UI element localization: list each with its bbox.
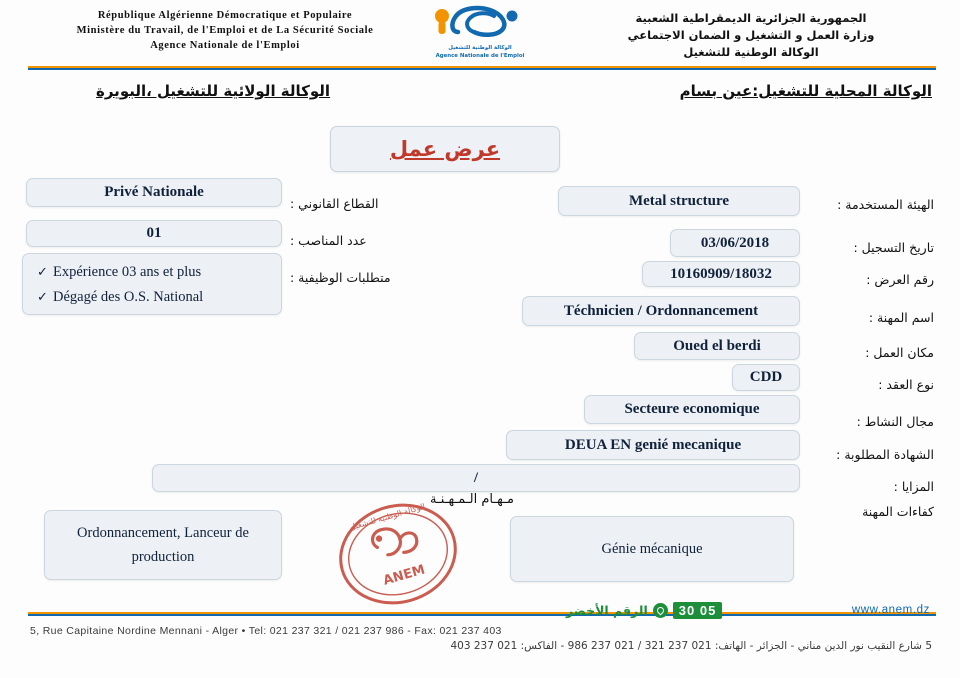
label-registration-date: تاريخ التسجيل : (853, 240, 934, 255)
green-number-value: 30 05 (673, 602, 723, 619)
phone-icon (653, 603, 668, 618)
field-advantages (152, 464, 800, 492)
header-french-text (30, 8, 420, 53)
requirement-item-label: Expérience 03 ans et plus (53, 264, 202, 280)
field-work-place-value: Oued el berdi (673, 337, 761, 354)
document-header (0, 0, 960, 68)
green-number-block (566, 602, 722, 619)
logo-caption-ar: الوكالة الوطنية للتشغيل (448, 45, 512, 51)
stamp-circle-text: الوكالة الوطنية للتشغيل (348, 501, 427, 533)
field-employer-value: Metal structure (628, 192, 730, 209)
header-fr-line-3: Agence Nationale de l'Emploi (150, 40, 300, 51)
field-employer (558, 186, 800, 216)
page-title: عرض عمل (389, 137, 501, 161)
field-offer-number-value: 10160909/18032 (670, 265, 772, 282)
label-work-place: مكان العمل : (865, 345, 934, 360)
field-offer-number (642, 261, 800, 287)
label-offer-number: رقم العرض : (866, 272, 934, 287)
field-contract-type (732, 364, 800, 391)
requirement-item-label: Dégagé des O.S. National (53, 289, 204, 305)
field-legal-sector (26, 178, 282, 207)
field-mission-left-value: Ordonnancement, Lanceur de production (77, 525, 249, 565)
field-required-diploma-value: DEUA EN genié mecanique (564, 436, 742, 453)
header-fr-line-2: Ministère du Travail, de l'Emploi et de La Sécurité Sociale (76, 25, 374, 36)
check-icon: ✓ (37, 290, 48, 305)
field-mission-right (510, 516, 794, 582)
header-fr-line-1: République Algérienne Démocratique et Populaire (97, 10, 353, 21)
field-work-place (634, 332, 800, 360)
header-ar-line-1: الجمهورية الجزائرية الديمقراطية الشعبية (635, 11, 867, 25)
check-icon: ✓ (37, 265, 48, 280)
local-agency-label: الوكالة المحلية للتشغيل:عين بسام (679, 82, 932, 100)
field-mission-right-value: Génie mécanique (601, 541, 703, 557)
field-activity-sector-value: Secteure economique (624, 401, 760, 417)
field-job-requirements (22, 253, 282, 315)
field-required-diploma (506, 430, 800, 460)
green-number-label: الرقم الأخضر (566, 603, 648, 618)
field-advantages-value: / (473, 469, 479, 486)
header-arabic-text (566, 10, 936, 61)
label-number-of-posts: عدد المناصب : (290, 233, 367, 248)
label-advantages: المزايا : (893, 479, 934, 494)
footer-divider-blue (28, 614, 936, 616)
anem-logo-mark (420, 2, 540, 44)
document-title-box (330, 126, 560, 172)
label-job-skills: كفاءات المهنة (862, 504, 934, 519)
field-legal-sector-value: Privé Nationale (104, 184, 204, 200)
field-number-of-posts-value: 01 (146, 225, 162, 241)
label-required-diploma: الشهادة المطلوبة : (836, 447, 934, 462)
label-job-title: اسم المهنة : (868, 310, 934, 325)
field-registration-date (670, 229, 800, 257)
label-employer: الهيئة المستخدمة : (837, 197, 934, 212)
field-mission-left (44, 510, 282, 580)
label-job-missions: مـهـام الـمـهـنـة (430, 492, 514, 507)
field-activity-sector (584, 395, 800, 424)
stamp-text: ANEM (381, 562, 427, 589)
label-activity-sector: مجال النشاط : (856, 414, 934, 429)
footer-address-ar: 5 شارع النقيب نور الدين مناني - الجزائر - الهاتف: 021 237 321 / 021 237 986 - الفاكس: 021 237 403 (450, 640, 932, 652)
header-divider-blue (28, 68, 936, 70)
logo-caption-fr: Agence Nationale de l'Emploi (435, 53, 525, 59)
field-job-title (522, 296, 800, 326)
label-contract-type: نوع العقد : (878, 377, 934, 392)
field-contract-type-value: CDD (749, 369, 783, 385)
wilaya-agency-label: الوكالة الولائية للتشغيل ،البويرة (96, 82, 331, 100)
field-registration-date-value: 03/06/2018 (700, 234, 770, 251)
footer-address-fr: 5, Rue Capitaine Nordine Mennani - Alger • Tel: 021 237 321 / 021 237 986 - Fax: 021 237 403 (30, 625, 502, 637)
anem-logo (400, 2, 560, 60)
field-job-title-value: Téchnicien / Ordonnancement (563, 302, 759, 319)
requirement-item (37, 260, 271, 285)
stamp-graphic (318, 498, 478, 610)
label-job-requirements: متطلبات الوظيفية : (290, 270, 391, 285)
field-number-of-posts (26, 220, 282, 247)
header-ar-line-2: وزارة العمل و التشغيل و الضمان الاجتماعي (627, 28, 875, 42)
header-ar-line-3: الوكالة الوطنية للتشغيل (683, 45, 819, 59)
anem-official-stamp (318, 498, 478, 610)
website-link[interactable]: www.anem.dz (851, 604, 930, 616)
label-legal-sector: القطاع القانوني : (290, 196, 379, 211)
requirement-item (37, 285, 271, 310)
